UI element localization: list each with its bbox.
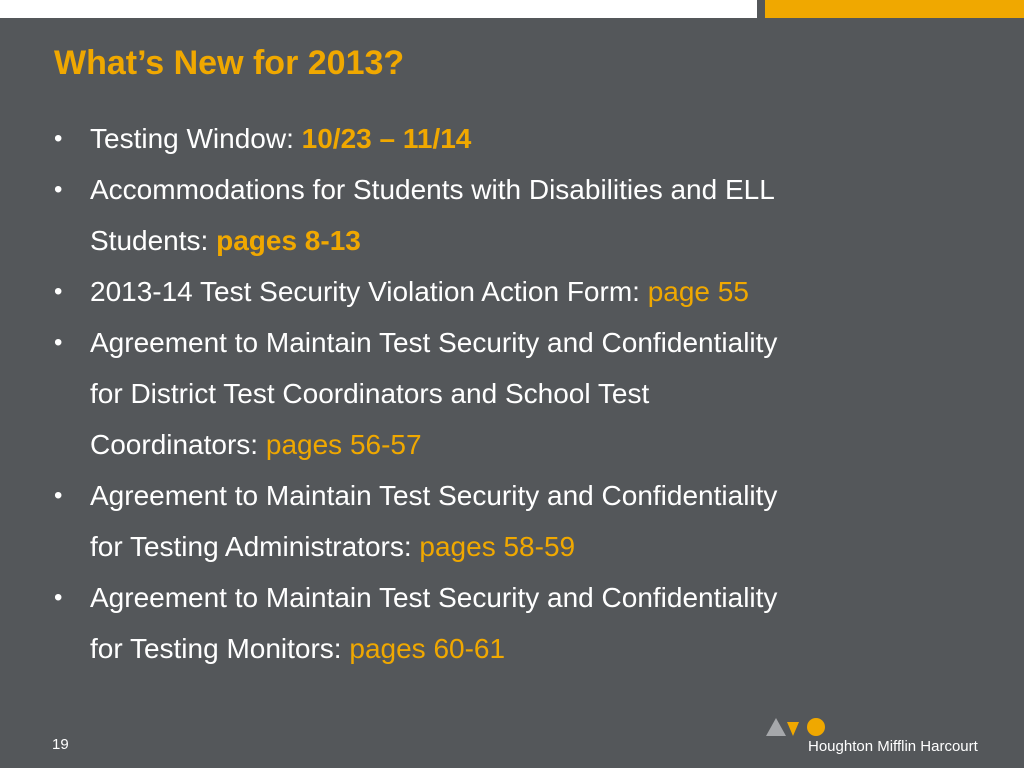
bullet-line: [90, 572, 954, 623]
bullet-line: [90, 623, 954, 674]
logo-text: Houghton Mifflin Harcourt: [808, 738, 978, 755]
bullet-item: [54, 317, 954, 470]
bullet-text: Students:: [90, 225, 217, 256]
page-reference: pages 60-61: [349, 633, 506, 664]
bullet-dot-icon: •: [54, 278, 63, 305]
bullet-dot-icon: •: [54, 482, 63, 509]
bullet-text: for Testing Administrators:: [90, 531, 420, 562]
logo-chevron: [787, 722, 799, 736]
bullet-line: [90, 164, 954, 215]
bullet-dot-icon: •: [54, 329, 63, 356]
bullet-text: Testing Window:: [90, 123, 302, 154]
logo-circle: [807, 718, 825, 736]
logo-mark-icon: [764, 716, 828, 740]
bullet-text: for Testing Monitors:: [90, 633, 350, 664]
page-reference: 10/23 – 11/14: [301, 123, 472, 154]
header-bar-white: [0, 0, 757, 18]
page-reference: pages 56-57: [265, 429, 422, 460]
bullet-dot-icon: •: [54, 125, 63, 152]
bullet-line: [90, 368, 954, 419]
bullet-item: [54, 113, 954, 164]
bullet-text: Agreement to Maintain Test Security and Confidentiality: [90, 327, 778, 358]
bullet-text: Accommodations for Students with Disabilities and ELL: [90, 174, 775, 205]
bullet-item: [54, 164, 954, 266]
bullet-text: Agreement to Maintain Test Security and Confidentiality: [90, 582, 778, 613]
bullet-line: [90, 470, 954, 521]
bullet-text: for District Test Coordinators and School Test: [90, 378, 650, 409]
slide-number: 19: [52, 736, 69, 753]
bullet-text: 2013-14 Test Security Violation Action Form:: [90, 276, 648, 307]
header-bar-gold: [765, 0, 1024, 18]
bullet-line: [90, 215, 954, 266]
logo-triangle: [766, 718, 786, 736]
bullet-line: [90, 113, 954, 164]
bullet-list: [54, 113, 954, 674]
bullet-line: [90, 266, 954, 317]
bullet-item: [54, 470, 954, 572]
bullet-line: [90, 521, 954, 572]
bullet-dot-icon: •: [54, 176, 63, 203]
page-reference: page 55: [647, 276, 749, 307]
bullet-item: [54, 266, 954, 317]
bullet-item: [54, 572, 954, 674]
bullet-text: Agreement to Maintain Test Security and Confidentiality: [90, 480, 778, 511]
page-reference: pages 58-59: [419, 531, 576, 562]
bullet-line: [90, 419, 954, 470]
bullet-dot-icon: •: [54, 584, 63, 611]
page-reference: pages 8-13: [216, 225, 361, 256]
bullet-text: Coordinators:: [90, 429, 266, 460]
slide-title: What’s New for 2013?: [54, 44, 405, 82]
company-logo: [764, 716, 994, 756]
bullet-line: [90, 317, 954, 368]
